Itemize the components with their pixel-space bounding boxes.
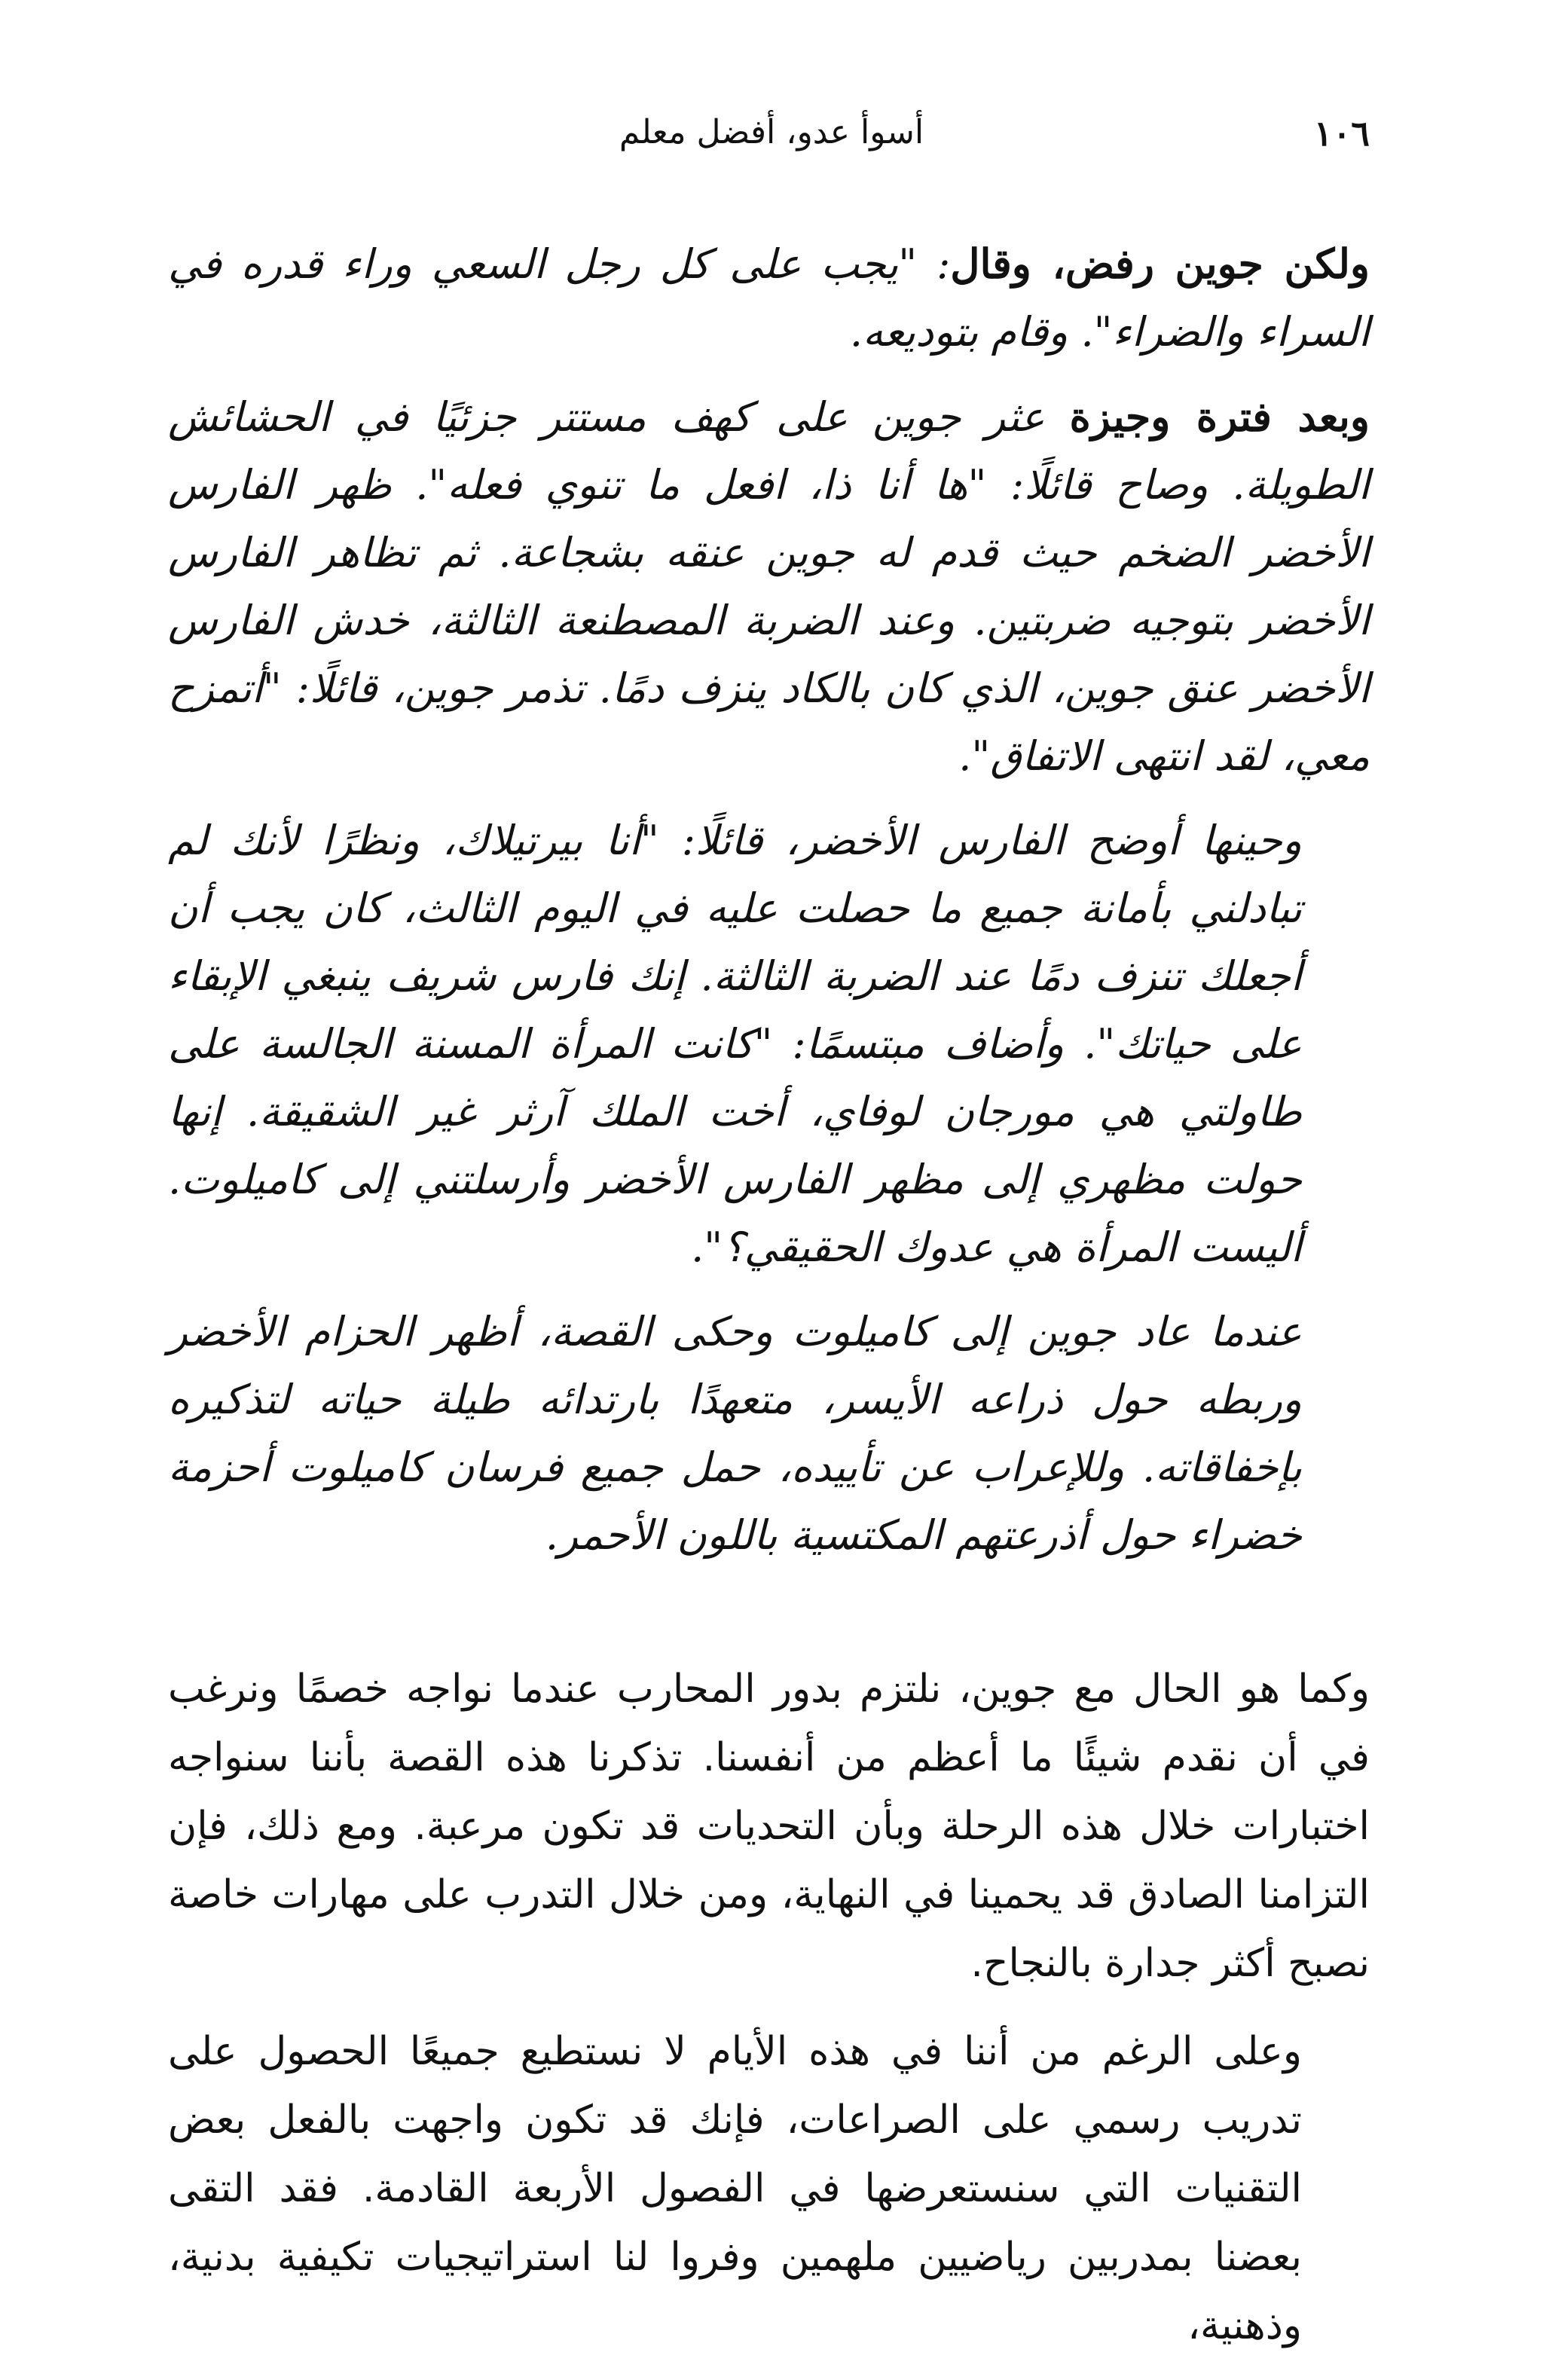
page-number: ١٠٦ [1313,113,1370,154]
story-paragraph: وحينها أوضح الفارس الأخضر، قائلًا: "أنا بيرتيلاك، ونظرًا لأنك لم تبادلني بأمانة جميع ما حصلت عليه في اليوم الثالث، كان يجب أن أجعلك تنزف دمًا عند الضربة الثالثة. إنك فارس شريف ينبغي الإبقاء على حياتك". وأضاف مبتسمًا: "كانت المرأة المسنة الجالسة على طاولتي هي مورجان لوفاي، أخت الملك آرثر غير الشقيقة. إنها حولت مظهري إلى مظهر الفارس الأخضر وأرسلتني إلى كاميلوت. أليست المرأة هي عدوك الحقيقي؟". [168,817,1302,1271]
story-text: عثر جوين على كهف مستتر جزئيًا في الحشائش الطويلة. وصاح قائلًا: "ها أنا ذا، افعل ما تنوي فعله". ظهر الفارس الأخضر الضخم حيث قدم له جوين عنقه بشجاعة. ثم تظاهر الفارس الأخضر بتوجيه ضربتين. وعند الضربة المصطنعة الثالثة، خدش الفارس الأخضر عنق جوين، الذي كان بالكاد ينزف دمًا. تذمر جوين، قائلًا: "أتمزح معي، لقد انتهى الاتفاق". [168,393,1370,780]
story-paragraph [168,383,1370,790]
section-break [168,1586,1370,1655]
running-title: أسوأ عدو، أفضل معلم [619,113,924,151]
page-body [168,230,1370,2380]
story-paragraph: عندما عاد جوين إلى كاميلوت وحكى القصة، أظهر الحزام الأخضر وربطه حول ذراعه الأيسر، متعهدًا بارتدائه طيلة حياته لتذكيره بإخفاقاته. وللإعراب عن تأييده، حمل جميع فرسان كاميلوت أحزمة خضراء حول أذرعتهم المكتسية باللون الأحمر. [168,1308,1302,1559]
body-paragraph: وعلى الرغم من أننا في هذه الأيام لا نستطيع جميعًا الحصول على تدريب رسمي على الصراعات، فإنك قد تكون واجهت بالفعل بعض التقنيات التي سنستعرضها في الفصول الأربعة القادمة. فقد التقى بعضنا بمدربين رياضيين ملهمين وفروا لنا استراتيجيات تكيفية بدنية، وذهنية، [168,2029,1302,2348]
story-paragraph [168,230,1370,366]
story-lead-text: ولكن جوين رفض، وقال [950,240,1370,288]
body-paragraph: وكما هو الحال مع جوين، نلتزم بدور المحارب عندما نواجه خصمًا ونرغب في أن نقدم شيئًا ما أعظم من أنفسنا. تذكرنا هذه القصة بأننا سنواجه اختبارات خلال هذه الرحلة وبأن التحديات قد تكون مرعبة. ومع ذلك، فإن التزامنا الصادق قد يحمينا في النهاية، ومن خلال التدرب على مهارات خاصة نصبح أكثر جدارة بالنجاح. [168,1667,1370,1986]
story-text: : "يجب على كل رجل السعي وراء قدره في السراء والضراء". وقام بتوديعه. [168,240,1370,356]
story-lead-text: وبعد فترة وجيزة [1069,393,1370,441]
page-header [173,113,1370,173]
